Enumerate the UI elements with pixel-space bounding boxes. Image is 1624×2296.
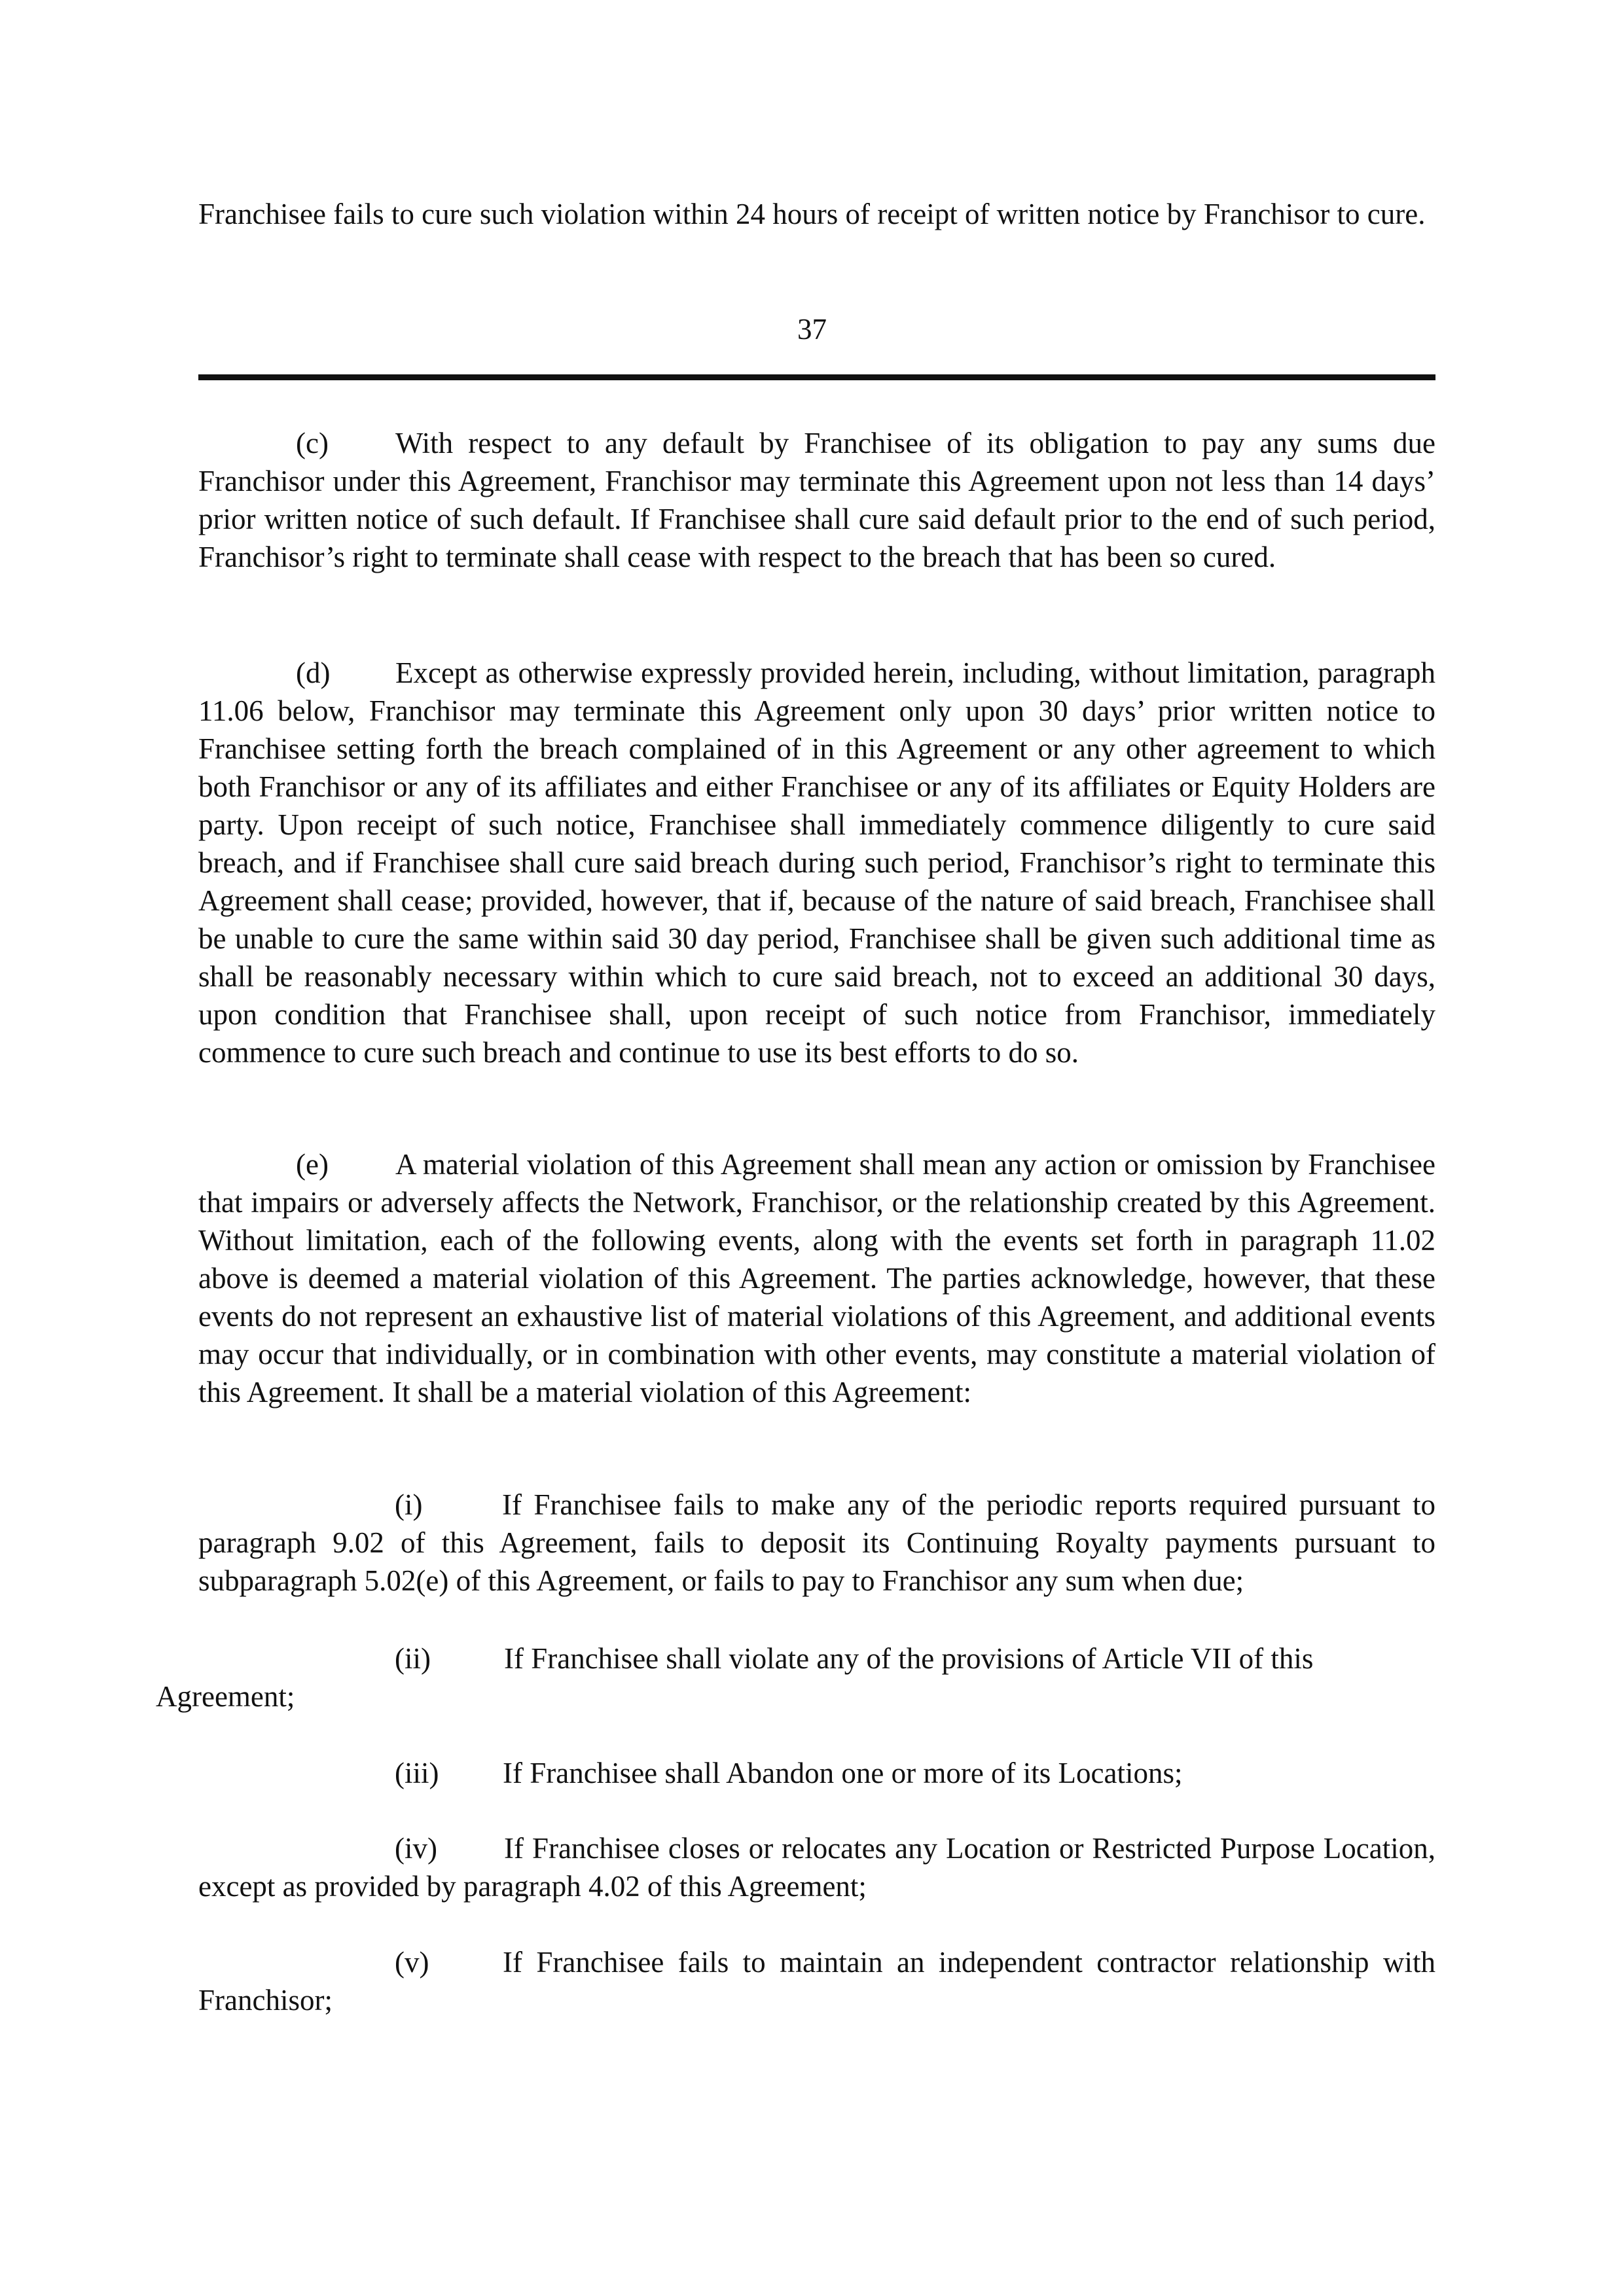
item-iii-label: (iii)	[395, 1757, 439, 1789]
paragraph-d-text: Except as otherwise expressly provided herein, including, without limitation, paragraph 11.06 below, Franchisor may terminate this Agreement only upon 30 days’ prior written notice to Franchisee setting forth the breach complained of in this Agreement or any other agreement to which both Franchisor or any of its affiliates and either Franchisee or any of its affiliates or Equity Holders are party. Upon receipt of such notice, Franchisee shall immediately commence diligently to cure said breach, and if Franchisee shall cure said breach during such period, Franchisor’s right to terminate this Agreement shall cease; provided, however, that if, because of the nature of said breach, Franchisee shall be unable to cure the same within said 30 day period, Franchisee shall be given such additional time as shall be reasonably necessary within which to cure said breach, not to exceed an additional 30 days, upon condition that Franchisee shall, upon receipt of such notice from Franchisor, immediately commence to cure such breach and continue to use its best efforts to do so.	[198, 656, 1435, 1069]
item-iv-label: (iv)	[395, 1832, 437, 1865]
item-v	[198, 1943, 1435, 2019]
item-i-label: (i)	[395, 1488, 423, 1521]
page-number: 37	[797, 313, 827, 346]
page-divider-rule	[198, 374, 1435, 380]
item-v-label: (v)	[395, 1946, 429, 1979]
item-iv-text: If Franchisee closes or relocates any Location or Restricted Purpose Location, except as provided by paragraph 4.02 of this Agreement;	[198, 1832, 1435, 1903]
item-iii	[198, 1754, 1435, 1792]
item-ii-text: If Franchisee shall violate any of the provisions of Article VII of this	[504, 1642, 1314, 1675]
paragraph-e-label: (e)	[296, 1148, 329, 1181]
item-iii-text: If Franchisee shall Abandon one or more of its Locations;	[503, 1757, 1183, 1789]
paragraph-c	[198, 424, 1435, 576]
continuation-paragraph: Franchisee fails to cure such violation within 24 hours of receipt of written notice by Franchisor to cure.	[198, 198, 1426, 230]
item-i	[198, 1486, 1435, 1600]
paragraph-c-label: (c)	[296, 427, 329, 459]
item-v-text: If Franchisee fails to maintain an independent contractor relationship with Franchisor;	[198, 1946, 1435, 2017]
item-ii-continuation: Agreement;	[156, 1680, 295, 1713]
item-i-text: If Franchisee fails to make any of the periodic reports required pursuant to paragraph 9.02 of this Agreement, fails to deposit its Continuing Royalty payments pursuant to subparagraph 5.02(e) of this Agreement, or fails to pay to Franchisor any sum when due;	[198, 1488, 1435, 1597]
paragraph-e	[198, 1145, 1435, 1411]
item-ii-label: (ii)	[395, 1642, 431, 1675]
item-iv	[198, 1829, 1435, 1905]
paragraph-d-label: (d)	[296, 656, 331, 689]
paragraph-d	[198, 654, 1435, 1071]
item-ii	[395, 1640, 1435, 1677]
paragraph-c-text: With respect to any default by Franchisee of its obligation to pay any sums due Franchisor under this Agreement, Franchisor may terminate this Agreement upon not less than 14 days’ prior written notice of such default. If Franchisee shall cure said default prior to the end of such period, Franchisor’s right to terminate shall cease with respect to the breach that has been so cured.	[198, 427, 1435, 573]
paragraph-e-text: A material violation of this Agreement shall mean any action or omission by Franchisee that impairs or adversely affects the Network, Franchisor, or the relationship created by this Agreement. Without limitation, each of the following events, along with the events set forth in paragraph 11.02 above is deemed a material violation of this Agreement. The parties acknowledge, however, that these events do not represent an exhaustive list of material violations of this Agreement, and additional events may occur that individually, or in combination with other events, may constitute a material violation of this Agreement. It shall be a material violation of this Agreement:	[198, 1148, 1435, 1408]
